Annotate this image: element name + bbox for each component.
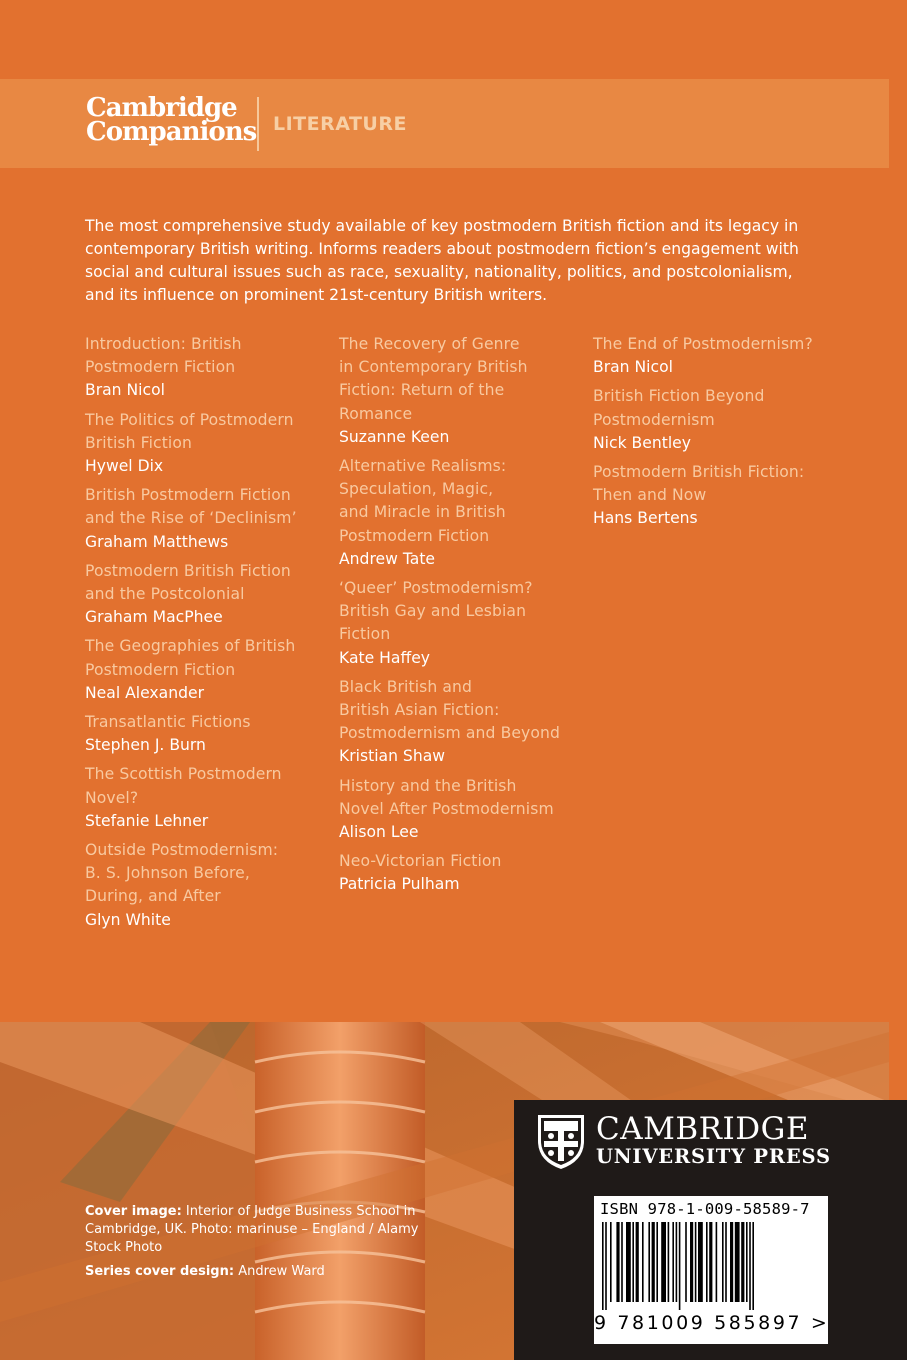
contents-column-1 xyxy=(85,333,335,938)
series-design-credit xyxy=(85,1263,425,1281)
chapter-author: Bran Nicol xyxy=(593,358,673,377)
chapter-entry xyxy=(85,484,335,554)
publisher-name xyxy=(596,1112,831,1168)
publisher-name-line-2: UNIVERSITY PRESS xyxy=(596,1145,831,1168)
chapter-title: The End of Postmodernism? xyxy=(593,335,813,353)
contents-column-3 xyxy=(593,333,843,537)
chapter-title: Introduction: British Postmodern Fiction xyxy=(85,335,242,377)
chapter-author: Patricia Pulham xyxy=(339,875,460,894)
chapter-entry xyxy=(85,560,335,630)
cover-image-label: Cover image: xyxy=(85,1204,182,1219)
chapter-entry xyxy=(339,676,589,769)
chapter-entry xyxy=(593,461,843,531)
chapter-entry xyxy=(85,839,335,932)
cover-credits xyxy=(85,1203,425,1287)
chapter-entry xyxy=(85,635,335,705)
barcode-icon xyxy=(602,1222,820,1310)
chapter-title: The Politics of Postmodern British Fiction xyxy=(85,410,294,452)
chapter-author: Suzanne Keen xyxy=(339,427,450,446)
chapter-author: Glyn White xyxy=(85,910,171,929)
chapter-title: Postmodern British Fiction and the Postcolonial xyxy=(85,561,291,604)
logo-line-1: Cambridge xyxy=(86,93,237,123)
chapter-title: Black British and British Asian Fiction: Postmodernism and Beyond xyxy=(339,677,561,743)
chapter-title: British Fiction Beyond Postmodernism xyxy=(593,387,765,429)
chapter-title: Outside Postmodernism: B. S. Johnson Before, During, and After xyxy=(85,841,279,906)
publisher-panel xyxy=(514,1100,907,1360)
chapter-title: Transatlantic Fictions xyxy=(85,713,251,732)
logo-line-2: Companions xyxy=(86,117,257,147)
chapter-entry xyxy=(339,333,589,449)
cambridge-shield-icon xyxy=(536,1113,586,1171)
chapter-title: History and the British Novel After Postmodernism xyxy=(339,776,554,818)
series-design-text: Andrew Ward xyxy=(234,1264,325,1279)
chapter-title: Postmodern British Fiction: Then and Now xyxy=(593,463,805,505)
chapter-author: Stephen J. Burn xyxy=(85,736,206,755)
chapter-title: Neo-Victorian Fiction xyxy=(339,852,502,871)
chapter-entry xyxy=(85,333,335,403)
book-blurb: The most comprehensive study available of key postmodern British fiction and its legacy in contemporary British writing. Informs readers about postmodern fiction’s engagement with social and cultural issues such as race, sexuality, nationality, politics, and postcolonialism, and its influence on prominent 21st-century British writers. xyxy=(85,217,799,304)
cover-image-text: Interior of Judge Business School in Cambridge, UK. Photo: marinuse – England / Alamy Stock Photo xyxy=(85,1204,419,1255)
chapter-author: Alison Lee xyxy=(339,823,419,842)
chapter-entry xyxy=(85,711,335,757)
barcode-digits: 9 781009 585897 > xyxy=(594,1312,830,1334)
cambridge-companions-logo xyxy=(86,93,257,147)
chapter-title: The Scottish Postmodern Novel? xyxy=(85,765,282,807)
series-category: LITERATURE xyxy=(273,113,407,135)
chapter-title: Alternative Realisms: Speculation, Magic, and Miracle in British Postmodern Fiction xyxy=(339,457,507,545)
chapter-entry xyxy=(339,455,589,571)
series-design-label: Series cover design: xyxy=(85,1264,235,1279)
chapter-author: Stefanie Lehner xyxy=(85,811,209,830)
chapter-entry xyxy=(339,577,589,670)
publisher-name-line-1: CAMBRIDGE xyxy=(596,1111,809,1147)
chapter-author: Hywel Dix xyxy=(85,457,164,476)
chapter-author: Andrew Tate xyxy=(339,549,436,568)
chapter-author: Neal Alexander xyxy=(85,683,204,702)
chapter-entry xyxy=(339,850,589,896)
barcode-box xyxy=(594,1196,828,1344)
chapter-author: Kristian Shaw xyxy=(339,747,446,766)
cover-image-credit xyxy=(85,1203,425,1257)
chapter-entry xyxy=(85,763,335,833)
chapter-author: Graham MacPhee xyxy=(85,608,223,627)
contents-column-2 xyxy=(339,333,589,903)
chapter-author: Hans Bertens xyxy=(593,509,698,528)
chapter-author: Graham Matthews xyxy=(85,532,229,551)
chapter-author: Bran Nicol xyxy=(85,381,165,400)
chapter-entry xyxy=(339,775,589,845)
chapter-author: Kate Haffey xyxy=(339,648,431,667)
chapter-title: ‘Queer’ Postmodernism? British Gay and Lesbian Fiction xyxy=(339,579,533,644)
chapter-title: The Recovery of Genre in Contemporary British Fiction: Return of the Romance xyxy=(339,335,528,423)
isbn-text: ISBN 978-1-009-58589-7 xyxy=(600,1200,810,1218)
chapter-author: Nick Bentley xyxy=(593,433,692,452)
chapter-title: British Postmodern Fiction and the Rise of ‘Declinism’ xyxy=(85,486,297,528)
chapter-entry xyxy=(593,333,843,379)
chapter-entry xyxy=(593,385,843,455)
chapter-title: The Geographies of British Postmodern Fiction xyxy=(85,637,296,679)
header-divider xyxy=(257,97,259,151)
chapter-entry xyxy=(85,409,335,479)
